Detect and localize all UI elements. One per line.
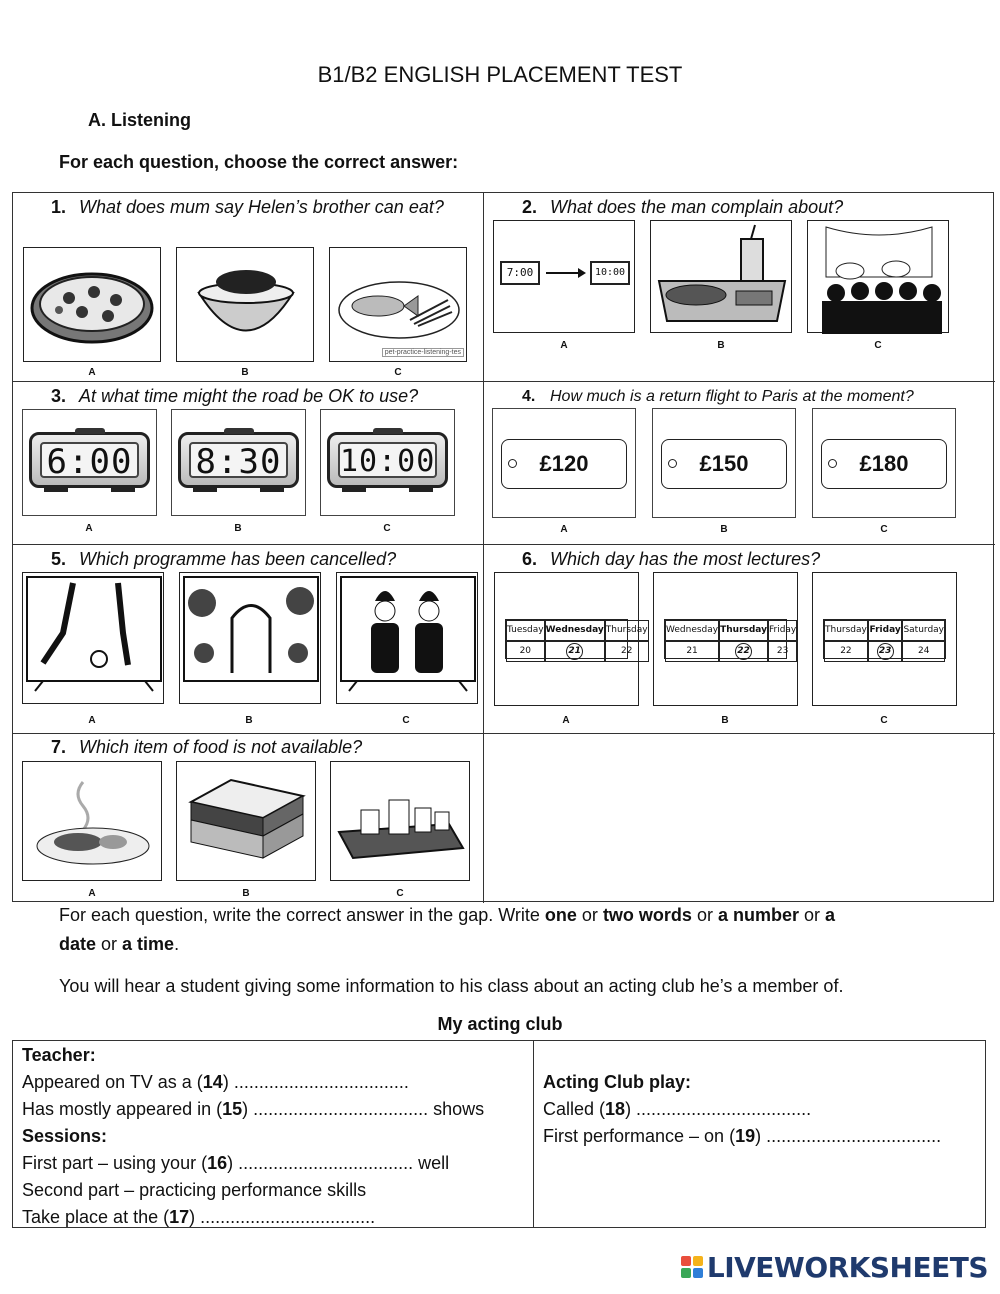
option-label-b: B <box>720 524 728 535</box>
calendar-date: 22 <box>824 641 868 662</box>
gap-17[interactable]: Take place at the (17) ................................... <box>22 1207 376 1227</box>
gap-16[interactable]: First part – using your (16) ................................... well <box>22 1153 450 1173</box>
question-3 <box>13 382 484 545</box>
price: £150 <box>699 451 749 476</box>
option-image-cinema[interactable] <box>807 220 949 333</box>
question-number: 7. <box>51 737 67 757</box>
cinema-audience-icon <box>808 221 950 334</box>
logo-blocks-icon <box>681 1256 703 1278</box>
pizza-icon <box>24 248 162 363</box>
question-6 <box>484 545 995 734</box>
question-grid <box>12 192 994 902</box>
calendar-date: 23 <box>768 641 797 662</box>
option-label-c: C <box>880 715 888 726</box>
price: £120 <box>539 451 589 476</box>
option-clock-2[interactable] <box>171 409 306 516</box>
gap-19[interactable]: First performance – on (19) ................................... <box>543 1126 942 1146</box>
drinks-tray-icon <box>331 762 471 882</box>
option-image-hot-meal[interactable] <box>22 761 162 881</box>
option-price-2[interactable] <box>652 408 796 518</box>
page-title: B1/B2 ENGLISH PLACEMENT TEST <box>317 62 683 87</box>
question-text: How much is a return flight to Paris at the moment? <box>550 388 914 405</box>
price-tag <box>661 439 787 489</box>
play-heading: Acting Club play: <box>543 1072 691 1092</box>
calendar-date: 21 <box>665 641 719 662</box>
session-second-part: Second part – practicing performance skills <box>22 1180 367 1200</box>
question-number: 3. <box>51 386 67 406</box>
clock-to: 10:00 <box>590 261 630 285</box>
option-image-police[interactable] <box>336 572 478 704</box>
club-table <box>12 1040 986 1228</box>
option-image-pasta[interactable] <box>176 247 314 362</box>
club-left-column <box>13 1041 534 1227</box>
question-number: 2. <box>522 197 538 217</box>
option-label-b: B <box>245 715 253 726</box>
option-clock-1[interactable] <box>22 409 157 516</box>
arrow-right-icon <box>544 265 588 281</box>
option-image-sandwich[interactable] <box>176 761 316 881</box>
tag-hole-icon <box>828 459 837 468</box>
option-label-a: A <box>560 340 568 351</box>
calendar-day: Thursday <box>719 620 768 641</box>
gap-14[interactable]: Appeared on TV as a (14) ................................... <box>22 1072 409 1092</box>
tv-football-icon <box>23 573 165 705</box>
price-tag <box>821 439 947 489</box>
option-label-c: C <box>396 888 404 899</box>
bowl-icon <box>177 248 315 363</box>
clock-time: 8:30 <box>189 442 288 478</box>
option-label-a: A <box>562 715 570 726</box>
club-right-column <box>534 1041 985 1227</box>
fish-plate-icon <box>330 248 468 363</box>
price-tag <box>501 439 627 489</box>
clock-time: 10:00 <box>340 444 436 479</box>
calendar-day: Thursday <box>824 620 868 641</box>
question-number: 4. <box>522 388 536 405</box>
calendar <box>823 619 946 659</box>
option-price-1[interactable] <box>492 408 636 518</box>
tv-police-icon <box>337 573 479 705</box>
calendar-day: Tuesday <box>506 620 545 641</box>
watermark: pet-practice-listening-tes <box>382 348 464 357</box>
calendar-date-circled: 23 <box>877 643 894 660</box>
option-label-a: A <box>85 523 93 534</box>
food-tray-icon <box>651 221 793 334</box>
option-image-pizza[interactable] <box>23 247 161 362</box>
option-label-a: A <box>88 367 96 378</box>
option-calendar-1[interactable] <box>494 572 648 706</box>
gap-18[interactable]: Called (18) ................................... <box>543 1099 812 1119</box>
price: £180 <box>859 451 909 476</box>
instruction: For each question, choose the correct answer: <box>59 152 459 172</box>
option-image-football[interactable] <box>22 572 164 704</box>
option-label-c: C <box>394 367 402 378</box>
tag-hole-icon <box>508 459 517 468</box>
question-number: 1. <box>51 197 67 217</box>
option-image-delay[interactable] <box>493 220 635 333</box>
option-label-a: A <box>88 715 96 726</box>
option-image-fish-chips[interactable] <box>329 247 467 362</box>
question-text: What does the man complain about? <box>550 197 844 217</box>
option-price-3[interactable] <box>812 408 956 518</box>
clock-from: 7:00 <box>500 261 540 285</box>
question-number: 6. <box>522 549 538 569</box>
garden-icon <box>180 573 322 705</box>
question-1 <box>13 193 484 382</box>
club-table-title: My acting club <box>437 1014 563 1034</box>
gap-instruction: For each question, write the correct answer in the gap. Write one or two words or a number or a date or a time. <box>59 905 836 954</box>
option-clock-3[interactable] <box>320 409 455 516</box>
option-label-c: C <box>880 524 888 535</box>
calendar-date: 20 <box>506 641 545 662</box>
option-calendar-2[interactable] <box>653 572 798 706</box>
calendar-day: Friday <box>868 620 903 641</box>
question-2 <box>484 193 995 382</box>
calendar-date-circled: 22 <box>735 643 752 660</box>
option-label-b: B <box>717 340 725 351</box>
sessions-heading: Sessions: <box>22 1126 108 1146</box>
option-calendar-3[interactable] <box>812 572 957 706</box>
option-image-fast-food[interactable] <box>650 220 792 333</box>
question-text: Which day has the most lectures? <box>550 549 821 569</box>
option-image-drinks-tray[interactable] <box>330 761 470 881</box>
calendar-day: Wednesday <box>665 620 719 641</box>
clock-time: 6:00 <box>40 442 139 478</box>
question-text: Which programme has been cancelled? <box>79 549 397 569</box>
option-label-c: C <box>402 715 410 726</box>
calendar-day: Friday <box>768 620 797 641</box>
empty-cell <box>484 734 995 903</box>
alarm-clock-icon <box>178 432 299 488</box>
calendar-date-circled: 21 <box>566 643 583 660</box>
option-label-b: B <box>241 367 249 378</box>
sandwich-icon <box>177 762 317 882</box>
question-4 <box>484 382 995 545</box>
option-label-c: C <box>383 523 391 534</box>
calendar <box>505 619 648 659</box>
question-text: At what time might the road be OK to use? <box>79 386 419 406</box>
liveworksheets-logo[interactable] <box>681 1250 988 1284</box>
option-label-b: B <box>242 888 250 899</box>
calendar <box>664 619 797 659</box>
question-7 <box>13 734 484 903</box>
tag-hole-icon <box>668 459 677 468</box>
question-5 <box>13 545 484 734</box>
question-number: 5. <box>51 549 67 569</box>
alarm-clock-icon <box>29 432 150 488</box>
teacher-heading: Teacher: <box>22 1045 96 1065</box>
calendar-date: 22 <box>605 641 649 662</box>
calendar-day: Saturday <box>902 620 945 641</box>
option-label-a: A <box>560 524 568 535</box>
logo-text: LIVEWORKSHEETS <box>706 1250 988 1284</box>
option-label-b: B <box>234 523 242 534</box>
section-heading: A. Listening <box>88 110 191 130</box>
question-text: What does mum say Helen’s brother can eat? <box>79 197 444 217</box>
option-label-b: B <box>721 715 729 726</box>
option-label-a: A <box>88 888 96 899</box>
gap-15[interactable]: Has mostly appeared in (15) ................................... shows <box>22 1099 485 1119</box>
calendar-day: Wednesday <box>545 620 605 641</box>
question-text: Which item of food is not available? <box>79 737 363 757</box>
gap-context: You will hear a student giving some information to his class about an acting club he’s a member of. <box>59 976 844 996</box>
hot-plate-icon <box>23 762 163 882</box>
calendar-day: Thursday <box>605 620 649 641</box>
calendar-date: 24 <box>902 641 945 662</box>
alarm-clock-icon <box>327 432 448 488</box>
option-image-garden[interactable] <box>179 572 321 704</box>
option-label-c: C <box>874 340 882 351</box>
